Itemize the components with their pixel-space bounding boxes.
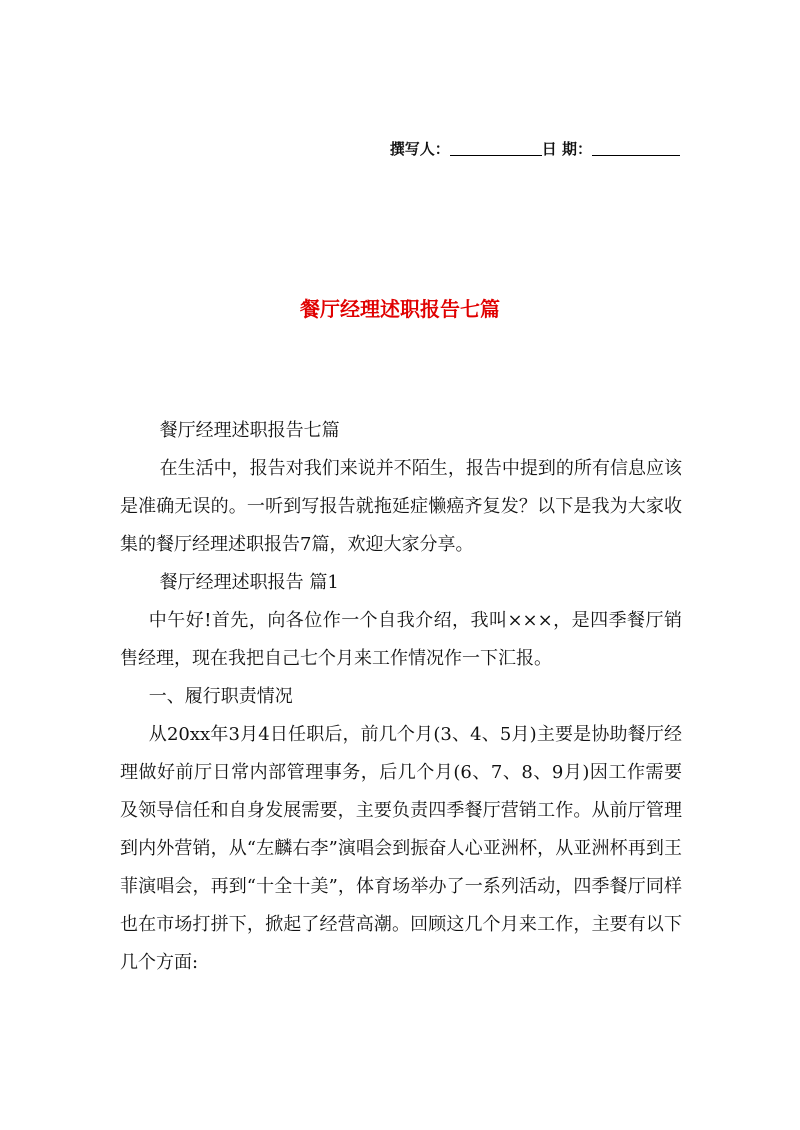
- author-blank: [450, 141, 542, 156]
- author-date-line: [0, 138, 680, 159]
- document-title: 餐厅经理述职报告七篇: [300, 297, 500, 321]
- paragraph-intro: 在生活中，报告对我们来说并不陌生，报告中提到的所有信息应该是准确无误的。一听到写报告就拖延症懒癌齐复发？以下是我为大家收集的餐厅经理述职报告7篇，欢迎大家分享。: [120, 458, 682, 555]
- document-body: [120, 412, 682, 982]
- paragraph-greeting: 中午好!首先，向各位作一个自我介绍，我叫×××，是四季餐厅销售经理，现在我把自己七个月来工作情况作一下汇报。: [120, 610, 682, 669]
- date-label: 日 期：: [541, 140, 592, 158]
- date-blank: [592, 141, 680, 156]
- paragraph-section-heading: 餐厅经理述职报告 篇1: [159, 572, 339, 593]
- paragraph-subtitle: 餐厅经理述职报告七篇: [159, 420, 340, 441]
- paragraph-duties: 从20xx年3月4日任职后，前几个月(3、4、5月)主要是协助餐厅经理做好前厅日常内部管理事务，后几个月(6、7、8、9月)因工作需要及领导信任和自身发展需要，主要负责四季餐厅营销工作。从前厅管理到内外营销，从“左麟右李”演唱会到振奋人心亚洲杯，从亚洲杯再到王菲演唱会，再到“十全十美”，体育场举办了一系列活动，四季餐厅同样也在市场打拼下，掀起了经营高潮。回顾这几个月来工作，主要有以下几个方面:: [120, 724, 682, 973]
- paragraph-duties-heading: 一、履行职责情况: [148, 686, 293, 707]
- author-label: 撰写人：: [389, 140, 450, 158]
